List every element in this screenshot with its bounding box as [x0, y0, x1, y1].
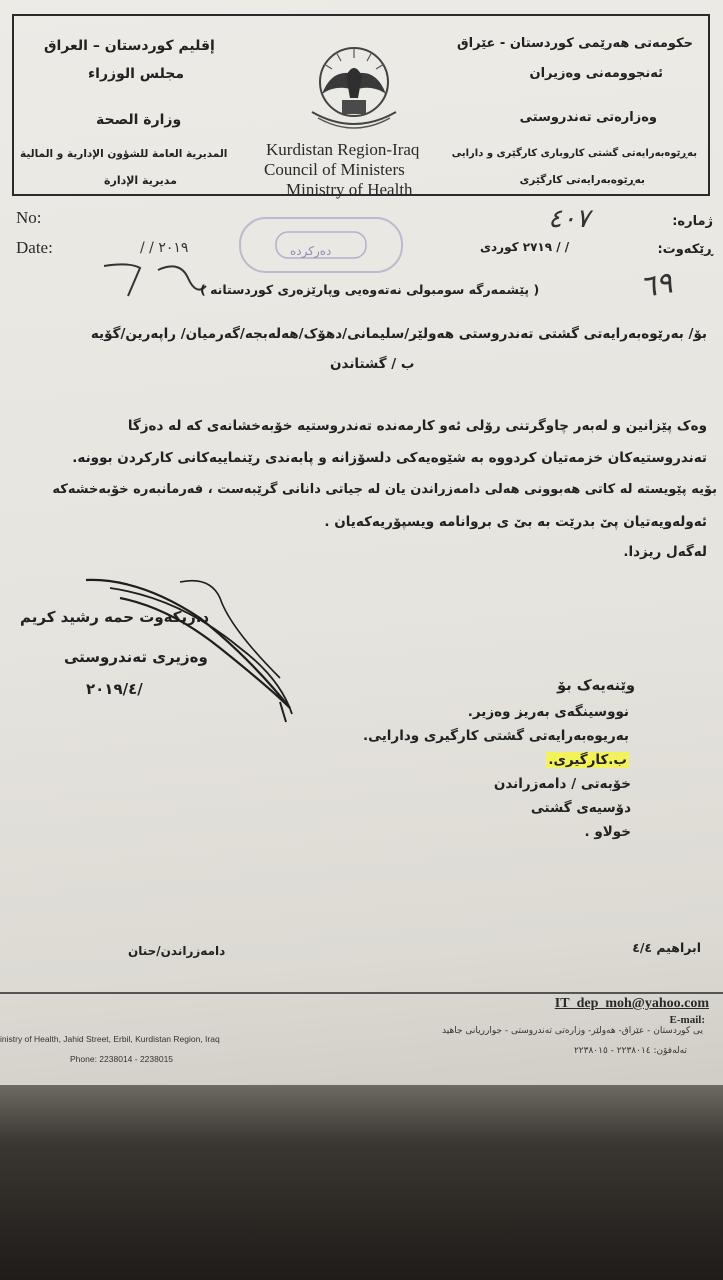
signatory-title: وەزیری تەندروستی — [64, 648, 208, 666]
copies-item-1: نووسینگەی بەریز وەزیر. — [467, 704, 629, 720]
header-en-region: Kurdistan Region-Iraq — [266, 140, 420, 159]
date-ku-value: / / ٢٧١٩ کوردی — [480, 240, 570, 254]
body-paragraph-1: وەک پێزانین و لەبەر چاوگرتنی رۆلی ئەو کارمەندە تەندروستیە خۆبەخشانەی کە لە دەزگا — [127, 418, 707, 434]
stamp-text: دەرکردە — [290, 244, 332, 258]
footer-phone-ku: تەلەفۆن: ٢٢٣٨٠١٤ - ٢٢٣٨٠١٥ — [573, 1046, 687, 1056]
footer-phone-en: Phone: 2238014 - 2238015 — [70, 1054, 174, 1064]
closing-line: لەگەل ریزدا. — [623, 544, 707, 560]
handwritten-signature — [80, 568, 320, 728]
header-ar-region: إقليم كوردستان – العراق — [44, 38, 215, 54]
header-ku-admin: بەڕێوەبەرایەتی کارگێری — [519, 174, 645, 186]
footer-email-label: E-mail: — [669, 1014, 705, 1026]
copies-item-3 — [546, 752, 629, 768]
signatory-name: د.ریکەوت حمه رشید کریم — [20, 608, 210, 626]
recipient-line: بۆ/ بەرێوەبەرایەتی گشتی تەندروستی هەولێر/سلیمانی/دهۆک/هەلەبجە/گەرمیان/ راپەرین/گۆیە — [90, 326, 707, 342]
highlighted-copy: ب.کارگیری. — [548, 752, 627, 768]
margin-note: ٦٩ — [637, 265, 676, 306]
copies-heading: وێنەیەک بۆ — [557, 678, 635, 694]
header-en-ministry: Ministry of Health — [286, 180, 413, 199]
document-subtitle: ( پێشمەرگە سومبولی نەتەوەیی وپارێزەری کوردستانە ) — [200, 282, 540, 297]
number-label: ژمارە: — [672, 214, 713, 229]
background-shadow — [0, 1085, 723, 1280]
copies-item-2: بەریوەبەرایەتی گشتی کارگیری ودارایی. — [362, 728, 629, 744]
header-ku-region: حكومەتی هەرێمی کوردستان - عێراق — [457, 36, 693, 51]
date-ku-label: ڕێکەوت: — [657, 242, 713, 257]
header-ar-directorate: المديرية العامة للشؤون الإدارية و المالية — [20, 148, 228, 160]
footer-rule — [0, 992, 723, 994]
header-ku-ministry: وەزارەتی تەندروستی — [519, 110, 657, 125]
header-ar-council: مجلس الوزراء — [88, 66, 185, 82]
ref-right: ابراهیم ٤/٤ — [632, 940, 701, 955]
date-value: / / ٢٠١٩ — [140, 240, 189, 256]
kurdistan-emblem-logo — [292, 38, 416, 138]
body-paragraph-3: بۆیە پێویستە لە کاتی هەبوونی هەلی دامەزراندن یان لە جیاتی دانانی گرێبەست ، فەرمانبەرە خۆبەخشەکە — [52, 482, 717, 497]
ref-left: دامەزراندن/حنان — [128, 944, 226, 958]
header-ku-council: ئەنجوومەنی وەزیران — [529, 66, 663, 81]
copies-item-6: خولاو . — [584, 824, 631, 840]
copies-item-4: خۆبەتی / دامەزراندن — [493, 776, 631, 792]
header-ar-admin: مديرية الإدارة — [104, 174, 177, 187]
footer-email: IT_dep_moh@yahoo.com — [554, 996, 709, 1011]
copies-item-5: دۆسیەی گشتی — [530, 800, 631, 816]
footer-address-ku: یی کوردستان - عێراق- هەولێر- وزارەتی تەندروستی - جوارریانی جاهید — [442, 1026, 703, 1036]
number-value: ٤٠٧ — [548, 204, 590, 234]
header-ku-directorate: بەڕێوەبەرایەتی گشتی کاروباری کارگێری و دارایی — [451, 148, 697, 159]
header-en-council: Council of Ministers — [264, 160, 405, 179]
signature-date: ٢٠١٩/٤/ — [86, 680, 143, 698]
date-label: Date: — [16, 238, 53, 257]
handwritten-mark — [100, 256, 210, 306]
body-paragraph-4: ئەولەویەتیان پێ بدرێت بە بێ ی بروانامە ویسپۆریەکەیان . — [324, 514, 707, 530]
body-paragraph-2: تەندروستیەکان خزمەتیان کردووە بە شێوەیەکی دلسۆزانە و پابەندی رێنماییەکانی کارکردن بوونە. — [72, 450, 707, 466]
recipient-subject: ب / گشتاندن — [330, 356, 415, 372]
footer-address-en: inistry of Health, Jahid Street, Erbil, Kurdistan Region, Iraq — [0, 1034, 220, 1044]
no-label: No: — [16, 208, 42, 227]
header-ar-ministry: وزارة الصحة — [96, 112, 182, 128]
